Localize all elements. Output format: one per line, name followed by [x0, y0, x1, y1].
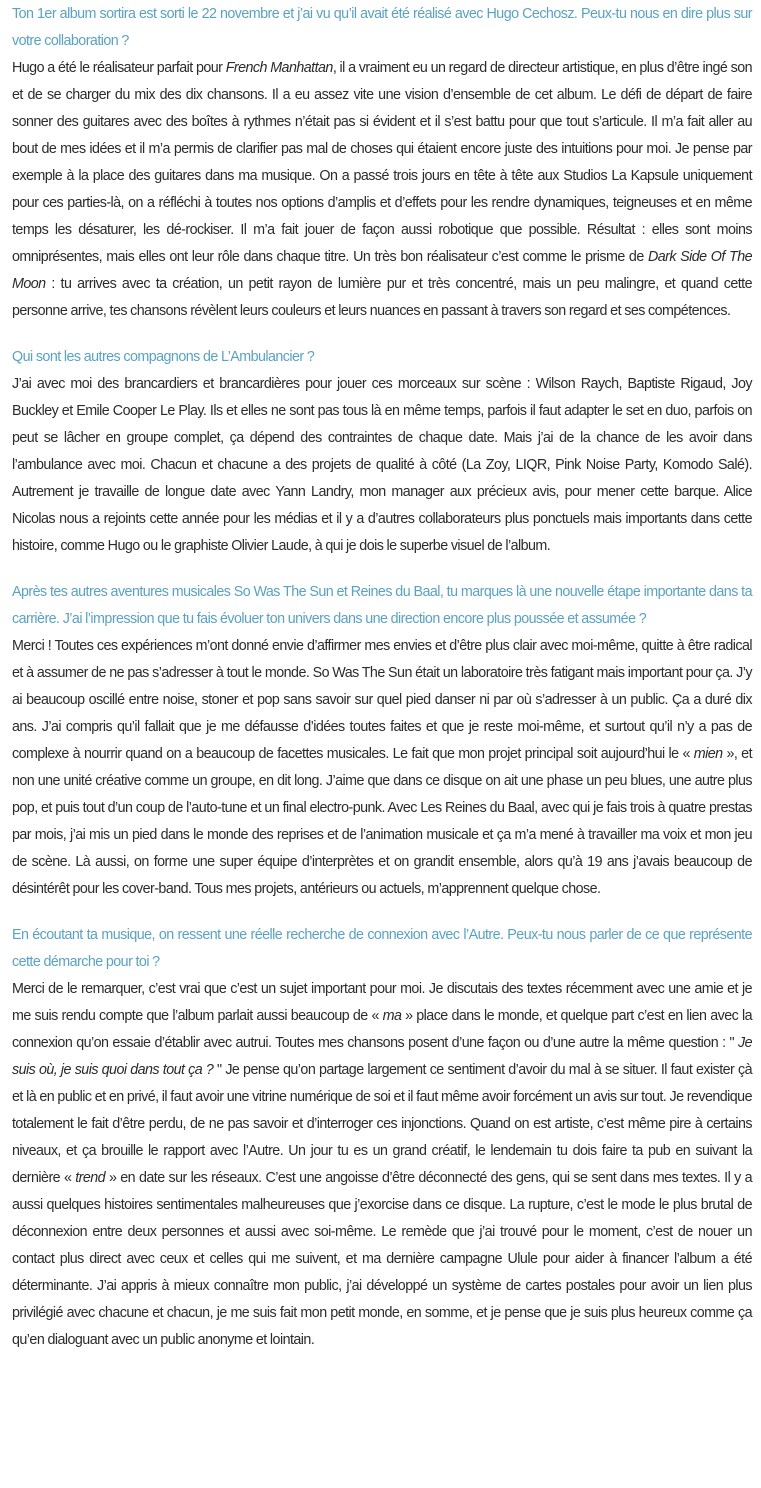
answer-text: " Je pense qu’on partage largement ce sentiment d’avoir du mal à se situer. Il faut exister çà et là en public et en privé, il faut avoir une vitrine numérique de soi et il faut même avoir forcément un avis sur tout. Je revendique totalement le fait d’être perdu, de ne pas savoir et d’interroger ces injonctions. Quand on est artiste, c’est même pire à certains niveaux, et ça brouille le rapport avec l’Autre. Un jour tu es un grand créatif, le lendemain tu dois faire ta pub en suivant la dernière «	[12, 1062, 752, 1186]
album-title-emphasis: French Manhattan	[225, 60, 333, 76]
interview-answer	[12, 976, 752, 1354]
answer-text: J’ai avec moi des brancardiers et brancardières pour jouer ces morceaux sur scène : Wilson Raych, Baptiste Rigaud, Joy Buckley et Emile Cooper Le Play. Ils et elles ne sont pas tous là en même temps, parfois il faut adapter le set en duo, parfois on peut se lâcher en groupe complet, ça dépend des contraintes de chaque date. Mais j’ai de la chance de les avoir dans l’ambulance avec moi. Chacun et chacune a des projets de qualité à côté (La Zoy, LIQR, Pink Noise Party, Komodo Salé). Autrement je travaille de longue date avec Yann Landry, mon manager aux précieux avis, pour mener cette barque. Alice Nicolas nous a rejoints cette année pour les médias et il y a d’autres collaborateurs plus ponctuels mais importants dans cette histoire, comme Hugo ou le graphiste Olivier Laude, à qui je dois le superbe visuel de l’album.	[12, 376, 752, 554]
qa-block-2	[12, 344, 752, 560]
interview-answer	[12, 633, 752, 903]
interview-answer	[12, 55, 752, 325]
word-emphasis: mien	[693, 746, 723, 762]
interview-question: Après tes autres aventures musicales So Was The Sun et Reines du Baal, tu marques là une nouvelle étape importante dans ta carrière. J’ai l’impression que tu fais évoluer ton univers dans une direction encore plus poussée et assumée ?	[12, 584, 752, 627]
answer-text: Hugo a été le réalisateur parfait pour	[12, 60, 226, 76]
answer-text: Merci de le remarquer, c’est vrai que c’est un sujet important pour moi. Je discutais des textes récemment avec une amie et je me suis rendu compte que l’album parlait aussi beaucoup de «	[12, 981, 752, 1024]
qa-block-4	[12, 922, 752, 1354]
qa-block-1	[12, 1, 752, 325]
album-reference-emphasis: Dark Side Of The Moon	[12, 249, 753, 292]
answer-text: Merci ! Toutes ces expériences m’ont donné envie d’affirmer mes envies et d’être plus clair avec moi-même, quitte à être radical et à assumer de ne pas s’adresser à tout le monde. So Was The Sun était un laboratoire très fatigant mais important pour ça. J’y ai beaucoup oscillé entre noise, stoner et pop sans savoir sur quel pied danser ni par où s’adresser à un public. Ça a duré dix ans. J’ai compris qu’il fallait que je me défausse d’idées toutes faites et que je reste moi-même, et surtout qu’il n’y a pas de complexe à nourrir quand on a beaucoup de facettes musicales. Le fait que mon projet principal soit aujourd’hui le «	[12, 638, 752, 762]
answer-text: : tu arrives avec ta création, un petit rayon de lumière pur et très concentré, mais un peu malingre, et quand cette personne arrive, tes chansons révèlent leurs couleurs et leurs nuances en passant à travers son regard et ses compétences.	[12, 276, 752, 319]
answer-text: , il a vraiment eu un regard de directeur artistique, en plus d’être ingé son et de se charger du mix des dix chansons. Il a eu assez vite une vision d’ensemble de cet album. Le défi de départ de faire sonner des guitares avec des boîtes à rythmes n’était pas si évident et il s’est battu pour que tout s’articule. Il m’a fait aller au bout de mes idées et il m’a permis de clarifier pas mal de choses qui étaient encore juste des intuitions pour moi. Je pense par exemple à la place des guitares dans ma musique. On a passé trois jours en tête à tête aux Studios La Kapsule uniquement pour ces parties-là, on a réfléchi à toutes nos options d’amplis et d’effets pour les rendre dynamiques, teigneuses et en même temps les désaturer, les dé-rockiser. Il m’a fait jouer de façon aussi robotique que possible. Résultat : elles sont moins omniprésentes, mais elles ont leur rôle dans chaque titre. Un très bon réalisateur c’est comme le prisme de	[12, 60, 752, 265]
interview-answer	[12, 371, 752, 560]
answer-text: » en date sur les réseaux. C’est une angoisse d’être déconnecté des gens, qui se sent dans mes textes. Il y a aussi quelques histoires sentimentales malheureuses que j’exorcise dans ce disque. La rupture, c’est le mode le plus brutal de déconnexion entre deux personnes et aussi avec soi-même. Le remède que j’ai trouvé pour le moment, c’est de nouer un contact plus direct avec ceux et celles qui me suivent, et ma dernière campagne Ulule pour aider à financer l’album a été déterminante. J’ai appris à mieux connaître mon public, j’ai développé un système de cartes postales pour avoir un lien plus privilégié avec chacune et chacun, je me suis fait mon petit monde, en somme, et je pense que je suis plus heureux comme ça qu’en dialoguant avec un public anonyme et lointain.	[12, 1170, 752, 1348]
qa-block-3	[12, 579, 752, 903]
word-emphasis: ma	[382, 1008, 402, 1024]
interview-question: En écoutant ta musique, on ressent une réelle recherche de connexion avec l’Autre. Peux-tu nous parler de ce que représente cette démarche pour toi ?	[12, 927, 752, 970]
answer-text: » place dans le monde, et quelque part c’est en lien avec la connexion qu’on essaie d’établir avec autrui. Toutes mes chansons posent d’une façon ou d’une autre la même question : "	[12, 1008, 752, 1051]
interview-question: Ton 1er album sortira est sorti le 22 novembre et j’ai vu qu’il avait été réalisé avec Hugo Cechosz. Peux-tu nous en dire plus sur votre collaboration ?	[12, 6, 752, 49]
answer-text: », et non une unité créative comme un groupe, en dit long. J’aime que dans ce disque on ait une phase un peu blues, une autre plus pop, et puis tout d’un coup de l’auto-tune et un final electro-punk. Avec Les Reines du Baal, avec qui je fais trois à quatre prestas par mois, j’ai mis un pied dans le monde des reprises et de l’animation musicale et ça m’a mené à travailler ma voix et mon jeu de scène. Là aussi, on forme une super équipe d’interprètes et on grandit ensemble, alors qu’à 19 ans j’avais beaucoup de désintérêt pour les cover-band. Tous mes projets, antérieurs ou actuels, m’apprennent quelque chose.	[12, 746, 753, 897]
quote-emphasis: Je suis où, je suis quoi dans tout ça ?	[12, 1035, 752, 1078]
interview-question: Qui sont les autres compagnons de L’Ambulancier ?	[12, 349, 315, 365]
word-emphasis: trend	[75, 1170, 106, 1186]
